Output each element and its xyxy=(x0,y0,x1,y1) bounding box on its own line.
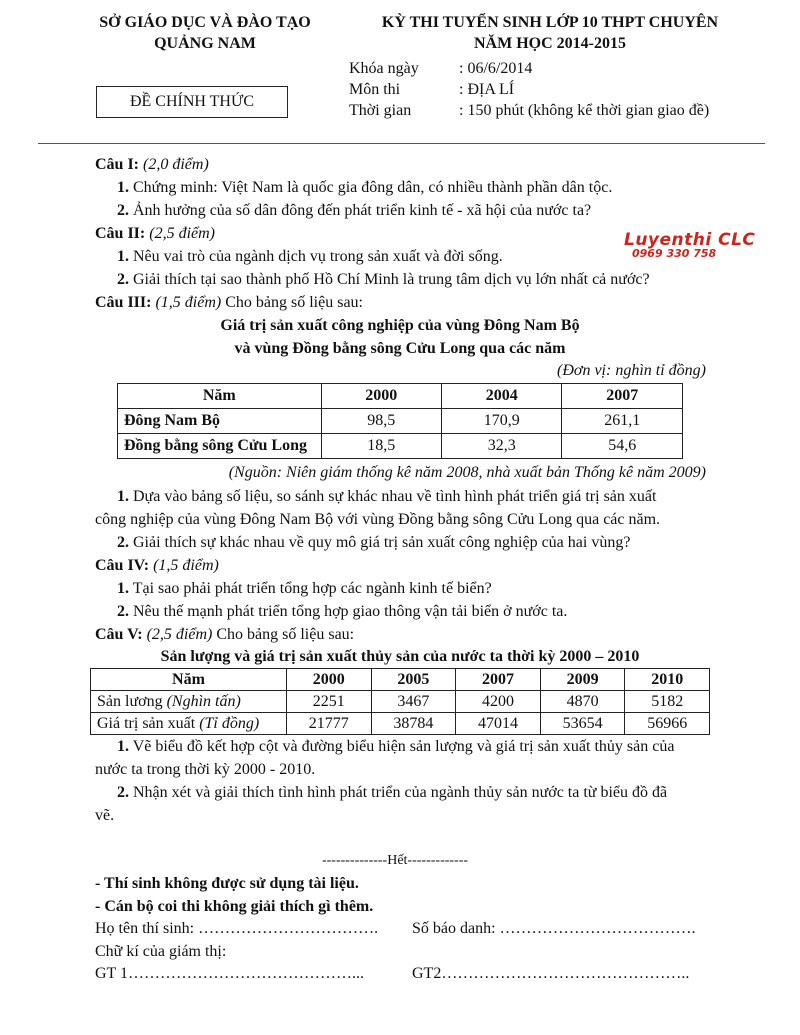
table-header-cell: 2007 xyxy=(562,384,683,409)
question-1-heading xyxy=(95,154,209,176)
question-label: Câu III: xyxy=(95,294,152,311)
logo-text: Luyenthi CLC xyxy=(624,230,756,250)
row-unit: (Nghìn tấn) xyxy=(166,692,241,710)
table-cell: 18,5 xyxy=(321,434,441,459)
item-number: 2. xyxy=(117,603,129,620)
table-1-source: (Nguồn: Niên giám thống kê năm 2008, nhà xuất bản Thống kê năm 2009) xyxy=(228,464,706,481)
question-3-item-2 xyxy=(117,532,630,554)
table-row xyxy=(91,713,710,735)
row-label: Giá trị sản xuất xyxy=(97,714,200,732)
question-5-heading xyxy=(95,624,354,646)
table-header-cell: Năm xyxy=(118,384,322,409)
exam-meta xyxy=(349,58,709,121)
department-name: SỞ GIÁO DỤC VÀ ĐÀO TẠO xyxy=(99,14,311,31)
item-text: Giải thích tại sao thành phố Hồ Chí Minh là trung tâm dịch vụ lớn nhất cả nước? xyxy=(129,271,650,288)
table-row xyxy=(118,409,683,434)
supervisor-2-field: GT2……………………………………….. xyxy=(412,965,690,982)
question-intro: Cho bảng số liệu sau: xyxy=(212,626,355,643)
question-label: Câu II: xyxy=(95,225,146,242)
header-divider xyxy=(38,143,765,144)
table-cell xyxy=(91,691,287,713)
question-label: Câu I: xyxy=(95,156,140,173)
table-header-cell: 2000 xyxy=(287,669,372,691)
item-text: Giải thích sự khác nhau về quy mô giá trị sản xuất công nghiệp của hai vùng? xyxy=(129,534,631,551)
item-text: Nêu thế mạnh phát triển tổng hợp giao thông vận tải biển ở nước ta. xyxy=(129,603,568,620)
question-intro: Cho bảng số liệu sau: xyxy=(221,294,363,311)
table-header-cell: 2010 xyxy=(625,669,710,691)
item-text: Ảnh hưởng của số dân đông đến phát triển kinh tế - xã hội của nước ta? xyxy=(129,202,592,219)
table-cell: 54,6 xyxy=(562,434,683,459)
question-4-item-1 xyxy=(117,578,492,600)
candidate-name-field: Họ tên thí sinh: ……………………………. xyxy=(95,920,379,937)
row-unit: (Tỉ đồng) xyxy=(199,714,260,732)
table-1-title-line-2: và vùng Đồng bằng sông Cửu Long qua các năm xyxy=(234,340,566,357)
question-5-item-1-line-2: nước ta trong thời kỳ 2000 - 2010. xyxy=(95,761,316,778)
fishery-table xyxy=(90,668,710,735)
note-no-documents: - Thí sinh không được sử dụng tài liệu. xyxy=(95,875,359,892)
table-cell: 2251 xyxy=(287,691,372,713)
question-5-item-2-line-1 xyxy=(117,782,667,804)
table-cell: 21777 xyxy=(287,713,372,735)
table-cell: 5182 xyxy=(625,691,710,713)
table-cell: 32,3 xyxy=(441,434,562,459)
question-2-heading xyxy=(95,223,215,245)
question-3-heading xyxy=(95,292,363,314)
table-cell: 38784 xyxy=(371,713,456,735)
candidate-number-field: Số báo danh: ………………………………. xyxy=(412,920,696,937)
meta-value: : 06/6/2014 xyxy=(459,60,533,77)
luyenthi-logo xyxy=(624,230,755,260)
question-1-item-2 xyxy=(117,200,591,222)
question-5-item-1-line-1 xyxy=(117,736,674,758)
item-text: Nêu vai trò của ngành dịch vụ trong sản xuất và đời sống. xyxy=(129,248,503,265)
question-3-item-1-line-2: công nghiệp của vùng Đông Nam Bộ với vùng Đồng bằng sông Cửu Long qua các năm. xyxy=(95,511,661,528)
logo-phone: 0969 330 758 xyxy=(632,247,717,260)
meta-label: Môn thi xyxy=(349,81,401,98)
item-number: 1. xyxy=(117,248,129,265)
table-row xyxy=(91,691,710,713)
question-4-heading xyxy=(95,555,219,577)
table-cell: 47014 xyxy=(456,713,541,735)
table-cell: 98,5 xyxy=(321,409,441,434)
item-number: 1. xyxy=(117,179,129,196)
row-label: Sản lương xyxy=(97,692,167,710)
table-cell: 4200 xyxy=(456,691,541,713)
question-2-item-2 xyxy=(117,269,650,291)
question-4-item-2 xyxy=(117,601,567,623)
supervisor-signature-label: Chữ kí của giám thị: xyxy=(95,943,227,960)
table-header-cell: 2005 xyxy=(371,669,456,691)
province-name: QUẢNG NAM xyxy=(154,35,256,52)
school-year: NĂM HỌC 2014-2015 xyxy=(474,35,626,52)
item-number: 1. xyxy=(117,738,129,755)
table-header-cell: 2009 xyxy=(540,669,625,691)
table-cell: Đông Nam Bộ xyxy=(118,409,322,434)
item-number: 1. xyxy=(117,488,129,505)
question-2-item-1 xyxy=(117,246,503,268)
table-1-unit: (Đơn vị: nghìn tỉ đồng) xyxy=(557,362,706,379)
item-number: 2. xyxy=(117,202,129,219)
question-5-item-2-line-2: vẽ. xyxy=(95,807,115,824)
table-cell: 3467 xyxy=(371,691,456,713)
table-cell: 4870 xyxy=(540,691,625,713)
meta-label: Khóa ngày xyxy=(349,60,419,77)
item-text: Nhận xét và giải thích tình hình phát triển của ngành thủy sản nước ta từ biểu đồ đã xyxy=(129,784,668,801)
meta-row xyxy=(349,100,709,121)
item-number: 1. xyxy=(117,580,129,597)
official-exam-box: ĐỀ CHÍNH THỨC xyxy=(96,86,288,118)
table-2-title: Sản lượng và giá trị sản xuất thủy sản của nước ta thời kỳ 2000 – 2010 xyxy=(160,648,640,665)
table-cell: 56966 xyxy=(625,713,710,735)
table-header-cell: 2007 xyxy=(456,669,541,691)
table-cell: 261,1 xyxy=(562,409,683,434)
header-right xyxy=(350,12,750,54)
meta-row xyxy=(349,58,709,79)
question-points: (1,5 điểm) xyxy=(155,294,222,311)
item-number: 2. xyxy=(117,271,129,288)
supervisor-1-field: GT 1……………………………………... xyxy=(95,965,365,982)
question-label: Câu V: xyxy=(95,626,143,643)
table-header-row xyxy=(91,669,710,691)
item-number: 2. xyxy=(117,784,129,801)
item-text: Chứng minh: Việt Nam là quốc gia đông dân, có nhiều thành phần dân tộc. xyxy=(129,179,613,196)
question-3-item-1-line-1 xyxy=(117,486,656,508)
note-no-explanation: - Cán bộ coi thi không giải thích gì thêm. xyxy=(95,898,374,915)
table-header-row xyxy=(118,384,683,409)
header-left xyxy=(60,12,350,54)
question-1-item-1 xyxy=(117,177,612,199)
meta-label: Thời gian xyxy=(349,102,412,119)
item-text: Dựa vào bảng số liệu, so sánh sự khác nhau về tình hình phát triển giá trị sản xuất xyxy=(129,488,657,505)
table-cell xyxy=(91,713,287,735)
table-header-cell: 2004 xyxy=(441,384,562,409)
question-points: (2,5 điểm) xyxy=(149,225,215,242)
end-of-exam: --------------Hết------------- xyxy=(321,853,469,868)
item-number: 2. xyxy=(117,534,129,551)
question-points: (2,0 điểm) xyxy=(143,156,209,173)
table-header-cell: 2000 xyxy=(321,384,441,409)
table-cell: Đồng bằng sông Cửu Long xyxy=(118,434,322,459)
table-1-title-line-1: Giá trị sản xuất công nghiệp của vùng Đông Nam Bộ xyxy=(220,317,580,334)
exam-title: KỲ THI TUYỂN SINH LỚP 10 THPT CHUYÊN xyxy=(381,14,719,31)
question-points: (1,5 điểm) xyxy=(153,557,219,574)
meta-value: : 150 phút (không kể thời gian giao đề) xyxy=(459,102,710,119)
table-cell: 170,9 xyxy=(441,409,562,434)
question-points: (2,5 điểm) xyxy=(146,626,213,643)
industrial-output-table xyxy=(117,383,683,459)
table-cell: 53654 xyxy=(540,713,625,735)
table-header-cell: Năm xyxy=(91,669,287,691)
item-text: Tại sao phải phát triển tổng hợp các ngành kinh tế biển? xyxy=(129,580,492,597)
item-text: Vẽ biểu đồ kết hợp cột và đường biểu hiện sản lượng và giá trị sản xuất thủy sản của xyxy=(129,738,675,755)
question-label: Câu IV: xyxy=(95,557,150,574)
meta-row xyxy=(349,79,709,100)
meta-value: : ĐỊA LÍ xyxy=(459,81,515,98)
table-row xyxy=(118,434,683,459)
